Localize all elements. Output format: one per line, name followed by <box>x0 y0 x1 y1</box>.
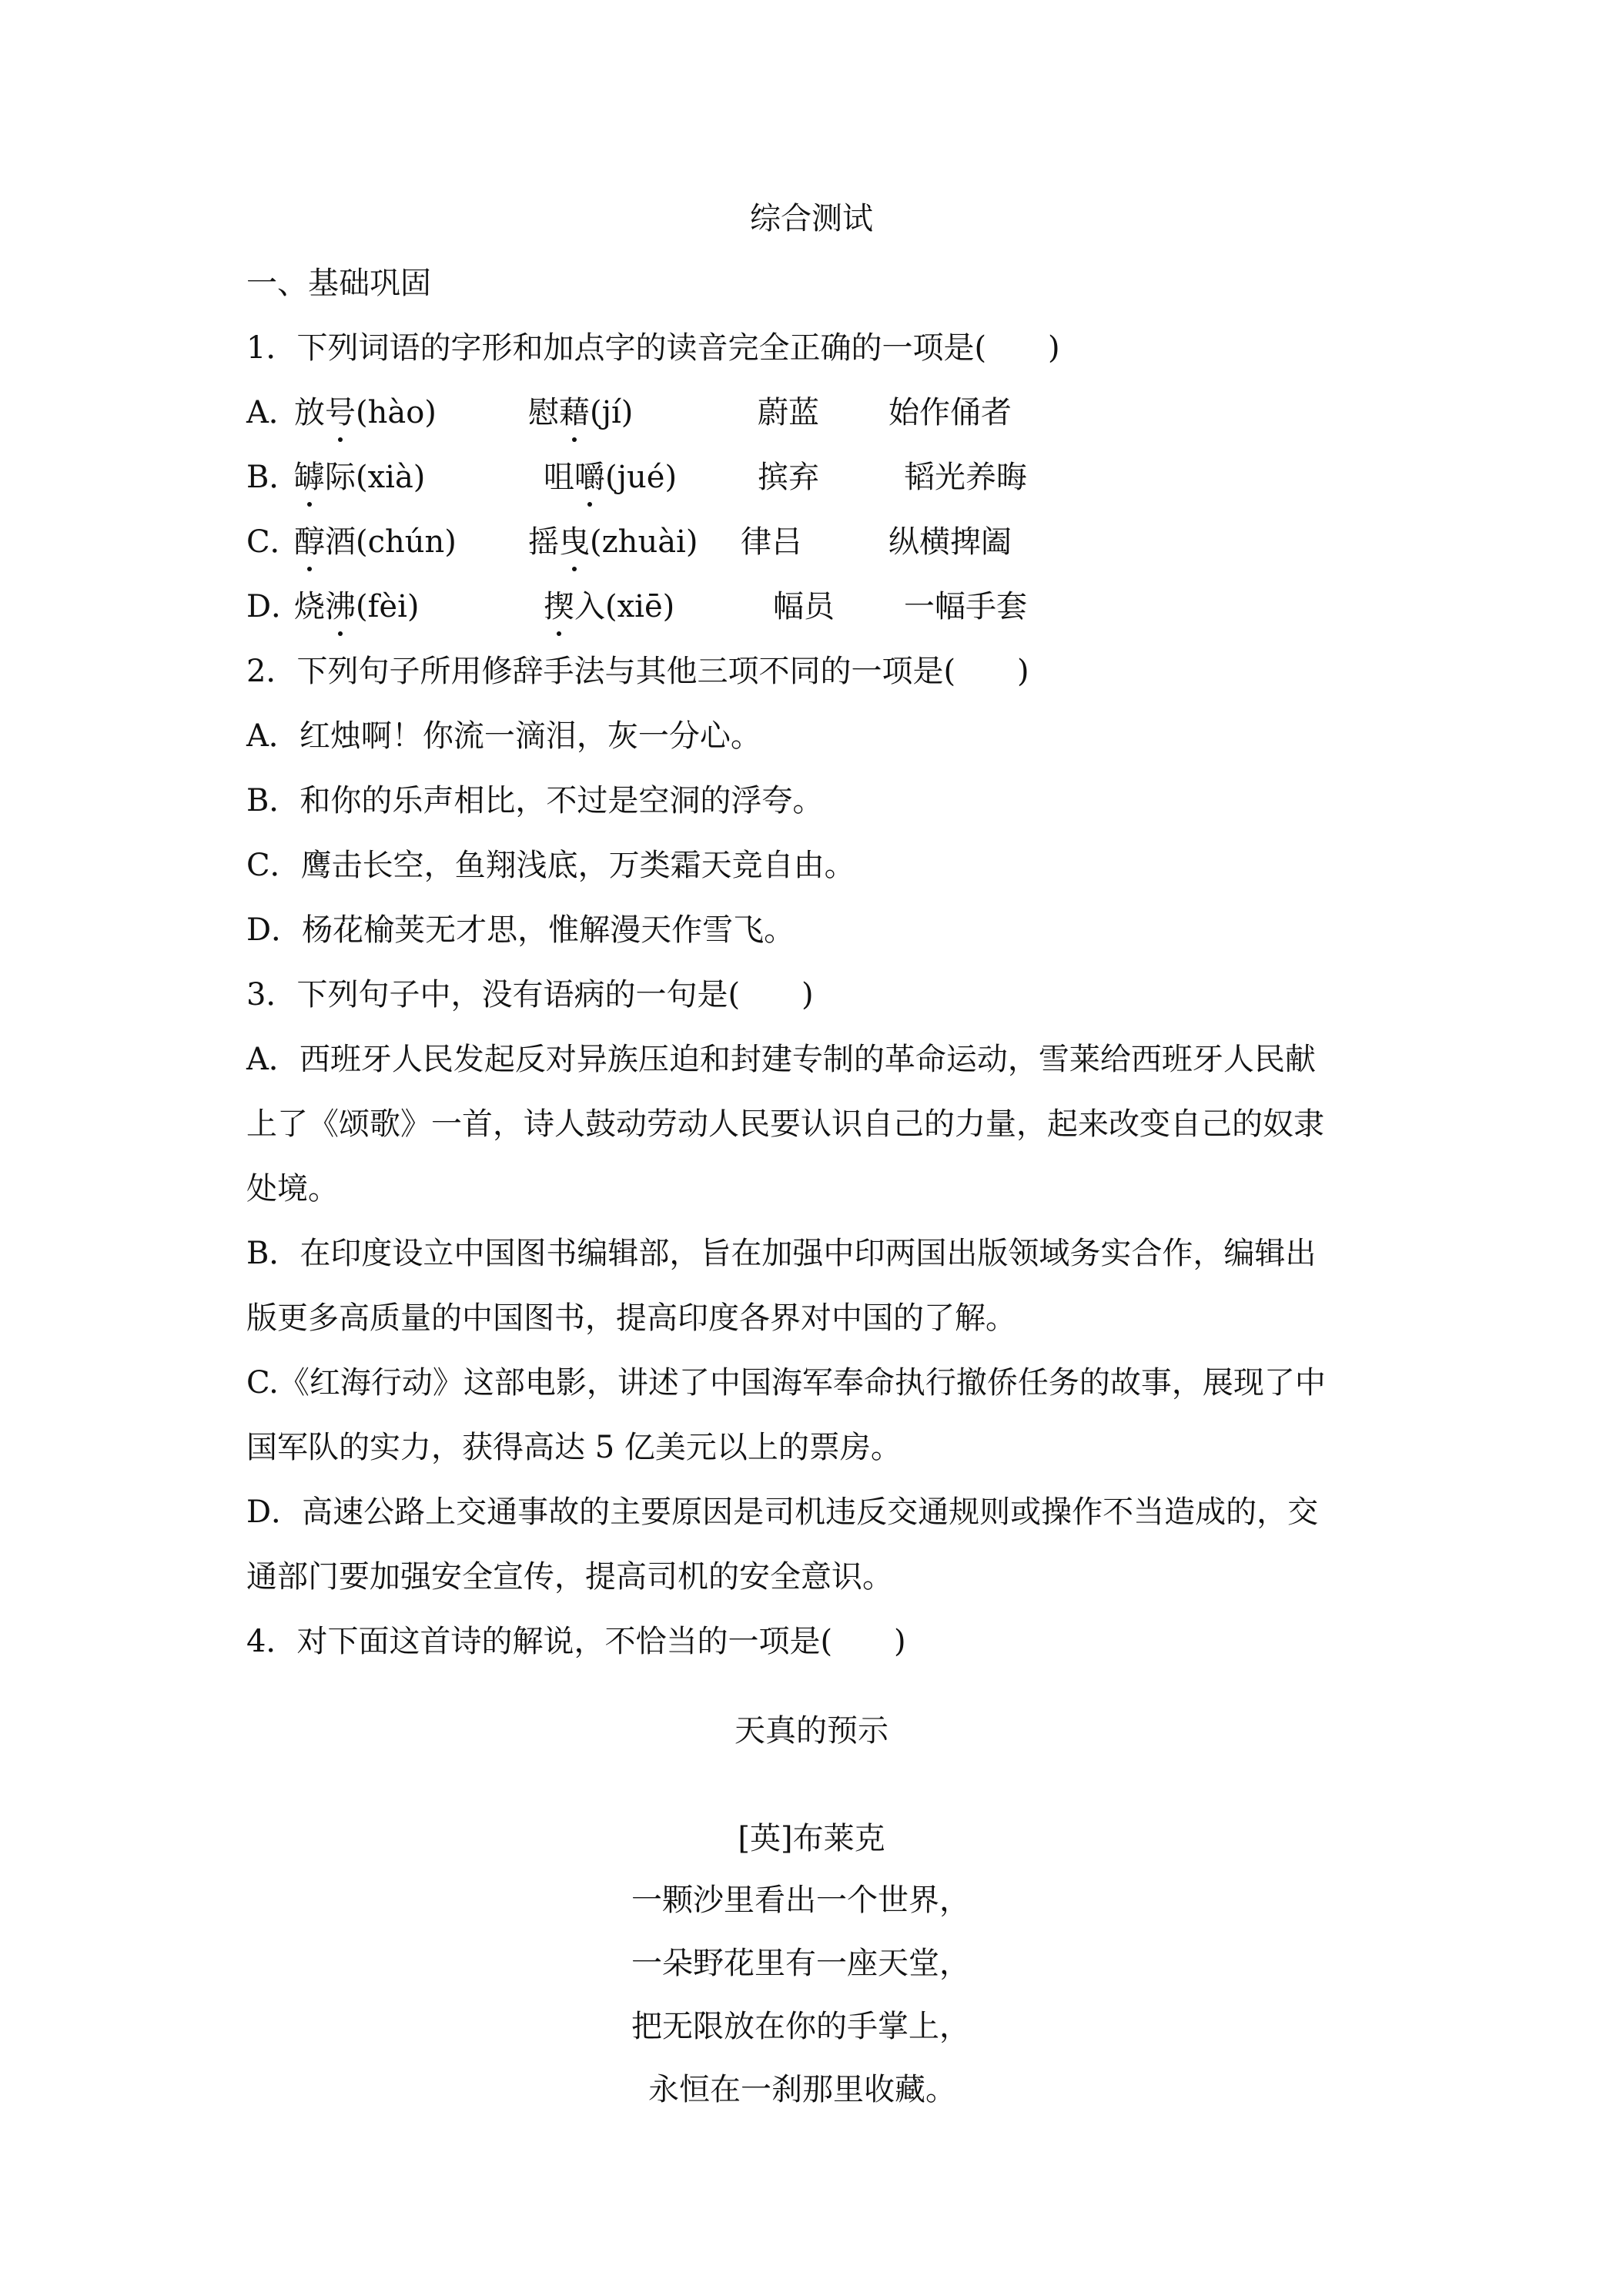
q3-line: 上了《颂歌》一首，诗人鼓动劳动人民要认识自己的力量，起来改变自己的奴隶 <box>246 1106 1324 1142</box>
option-word: 摇曳(zhuài) <box>528 522 698 562</box>
poem-author: [英]布莱克 <box>738 1821 885 1856</box>
option-word: 放号(hào) <box>294 393 437 433</box>
poem-line: 一朵野花里有一座天堂， <box>631 1946 970 1981</box>
q2-option-d: D．杨花榆荚无才思，惟解漫天作雪飞。 <box>246 912 795 948</box>
option-word: 慰藉(jí) <box>528 393 633 433</box>
dotted-char: 罅 <box>294 457 325 497</box>
option-word: 醇酒(chún) <box>294 522 457 562</box>
section-heading: 一、基础巩固 <box>246 266 431 301</box>
option-label: D． <box>246 589 303 624</box>
document-title: 综合测试 <box>750 201 873 236</box>
q3-line: B．在印度设立中国图书编辑部，旨在加强中印两国出版领域务实合作，编辑出 <box>246 1236 1317 1271</box>
option-word: 纵横捭阖 <box>888 524 1012 560</box>
poem-line: 把无限放在你的手掌上， <box>631 2009 970 2044</box>
q3-line: C.《红海行动》这部电影，讲述了中国海军奉命执行撤侨任务的故事，展现了中 <box>246 1365 1326 1401</box>
option-word: 揳入(xiē) <box>544 587 674 627</box>
option-word: 始作俑者 <box>888 395 1012 430</box>
q3-line: A．西班牙人民发起反对异族压迫和封建专制的革命运动，雪莱给西班牙人民献 <box>246 1042 1316 1077</box>
option-word: 幅员 <box>773 589 835 624</box>
dotted-char: 沸 <box>325 587 356 627</box>
option-word: 一幅手套 <box>904 589 1027 624</box>
option-word: 律吕 <box>741 524 802 560</box>
option-word: 罅际(xià) <box>294 457 425 497</box>
dotted-char: 揳 <box>544 587 574 627</box>
q2-option-a: A．红烛啊！你流一滴泪，灰一分心。 <box>246 718 761 754</box>
dotted-char: 藉 <box>559 393 590 433</box>
option-word: 烧沸(fèi) <box>294 587 419 627</box>
q3-line: 版更多高质量的中国图书，提高印度各界对中国的了解。 <box>246 1300 1016 1336</box>
dotted-char: 嚼 <box>574 457 605 497</box>
q3-line: D．高速公路上交通事故的主要原因是司机违反交通规则或操作不当造成的，交 <box>246 1494 1319 1530</box>
poem-line: 永恒在一刹那里收藏。 <box>648 2072 956 2107</box>
dotted-char: 醇 <box>294 522 325 562</box>
q3-line: 通部门要加强安全宣传，提高司机的安全意识。 <box>246 1559 893 1595</box>
q3-line: 国军队的实力，获得高达 5 亿美元以上的票房。 <box>246 1430 902 1465</box>
poem-title: 天真的预示 <box>735 1713 888 1749</box>
q2-option-c: C．鹰击长空，鱼翔浅底，万类霜天竞自由。 <box>246 848 855 883</box>
q2-stem: 2．下列句子所用修辞手法与其他三项不同的一项是( ) <box>246 654 1029 689</box>
option-word: 韬光养晦 <box>904 460 1027 495</box>
option-label: A． <box>246 395 300 430</box>
option-word: 摈弃 <box>758 460 819 495</box>
option-word: 咀嚼(jué) <box>544 457 677 497</box>
option-word: 蔚蓝 <box>758 395 819 430</box>
option-label: B． <box>246 460 300 495</box>
dotted-char: 曳 <box>559 522 590 562</box>
q3-stem: 3．下列句子中，没有语病的一句是( ) <box>246 977 814 1012</box>
q3-line: 处境。 <box>246 1171 339 1207</box>
poem-line: 一颗沙里看出一个世界， <box>631 1883 970 1918</box>
q2-option-b: B．和你的乐声相比，不过是空洞的浮夸。 <box>246 783 824 818</box>
q4-stem: 4．对下面这首诗的解说，不恰当的一项是( ) <box>246 1624 906 1659</box>
dotted-char: 号 <box>325 393 356 433</box>
option-label: C． <box>246 524 301 560</box>
q1-stem: 1．下列词语的字形和加点字的读音完全正确的一项是( ) <box>246 330 1060 366</box>
